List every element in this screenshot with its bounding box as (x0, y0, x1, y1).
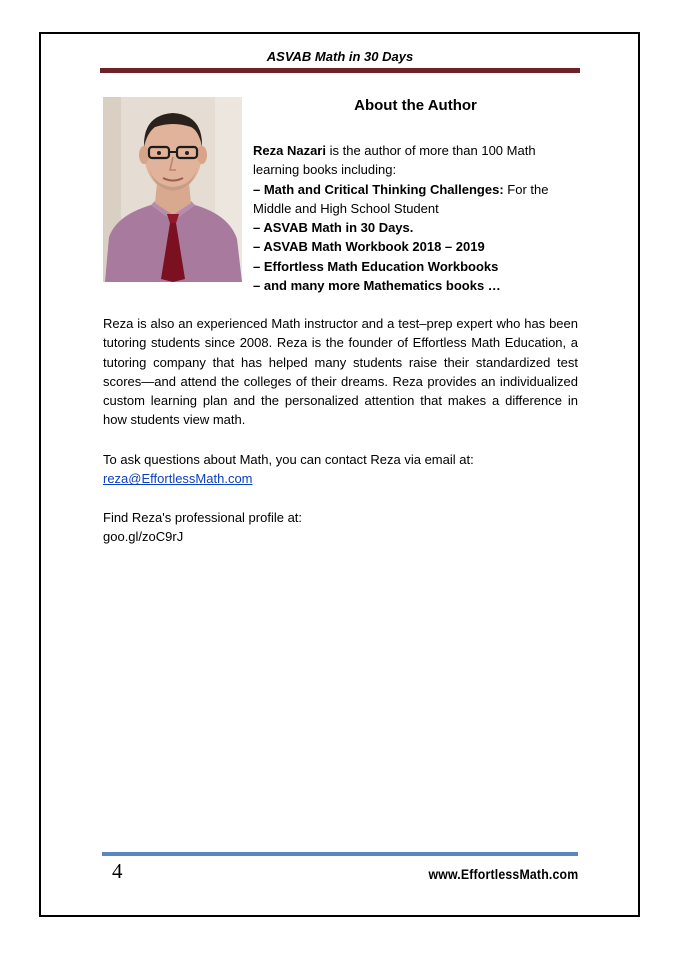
author-bio (253, 141, 583, 295)
email-link[interactable]: reza@EffortlessMath.com (103, 471, 253, 487)
bio-paragraph: Reza is also an experienced Math instructor and a test–prep expert who has been tutoring students since 2008. Reza is the founder of Effortless Math Education, a tutoring company that has helped many students raise their standardized test scores—and attend the colleges of their dreams. Reza provides an individualized custom learning plan and the personalized attention that makes a difference in how students view math. (103, 316, 578, 428)
author-photo (103, 97, 242, 282)
contact-text: To ask questions about Math, you can contact Reza via email at: (103, 452, 474, 467)
profile-link: goo.gl/zoC9rJ (103, 529, 184, 545)
bio-item (253, 257, 583, 276)
bio-item-bold: – Effortless Math Education Workbooks (253, 258, 499, 274)
bio-intro (253, 141, 583, 180)
bio-item-bold: – ASVAB Math Workbook 2018 – 2019 (253, 239, 485, 255)
bio-item-text: For the Middle and High School Student (253, 181, 549, 216)
bio-item-bold: – Math and Critical Thinking Challenges: (253, 181, 504, 197)
bio-item (253, 237, 583, 256)
footer-rule (102, 852, 578, 856)
page-number: 4 (112, 859, 123, 883)
bio-item (253, 218, 583, 237)
bio-item (253, 276, 583, 295)
author-name: Reza Nazari (253, 143, 326, 158)
bio-intro-text: is the author of more than 100 Math learning books including: (253, 143, 536, 178)
contact-block (103, 450, 578, 489)
section-title: About the Author (354, 97, 477, 114)
profile-text: Find Reza's professional profile at: (103, 510, 303, 525)
bio-item-bold: – and many more Mathematics books … (253, 278, 501, 294)
bio-item (253, 180, 583, 219)
running-header: ASVAB Math in 30 Days (266, 49, 414, 64)
bio-item-bold: – ASVAB Math in 30 Days. (253, 220, 414, 236)
website-footer: www.EffortlessMath.com (428, 866, 578, 882)
profile-block (103, 508, 578, 547)
header-rule (100, 68, 580, 73)
